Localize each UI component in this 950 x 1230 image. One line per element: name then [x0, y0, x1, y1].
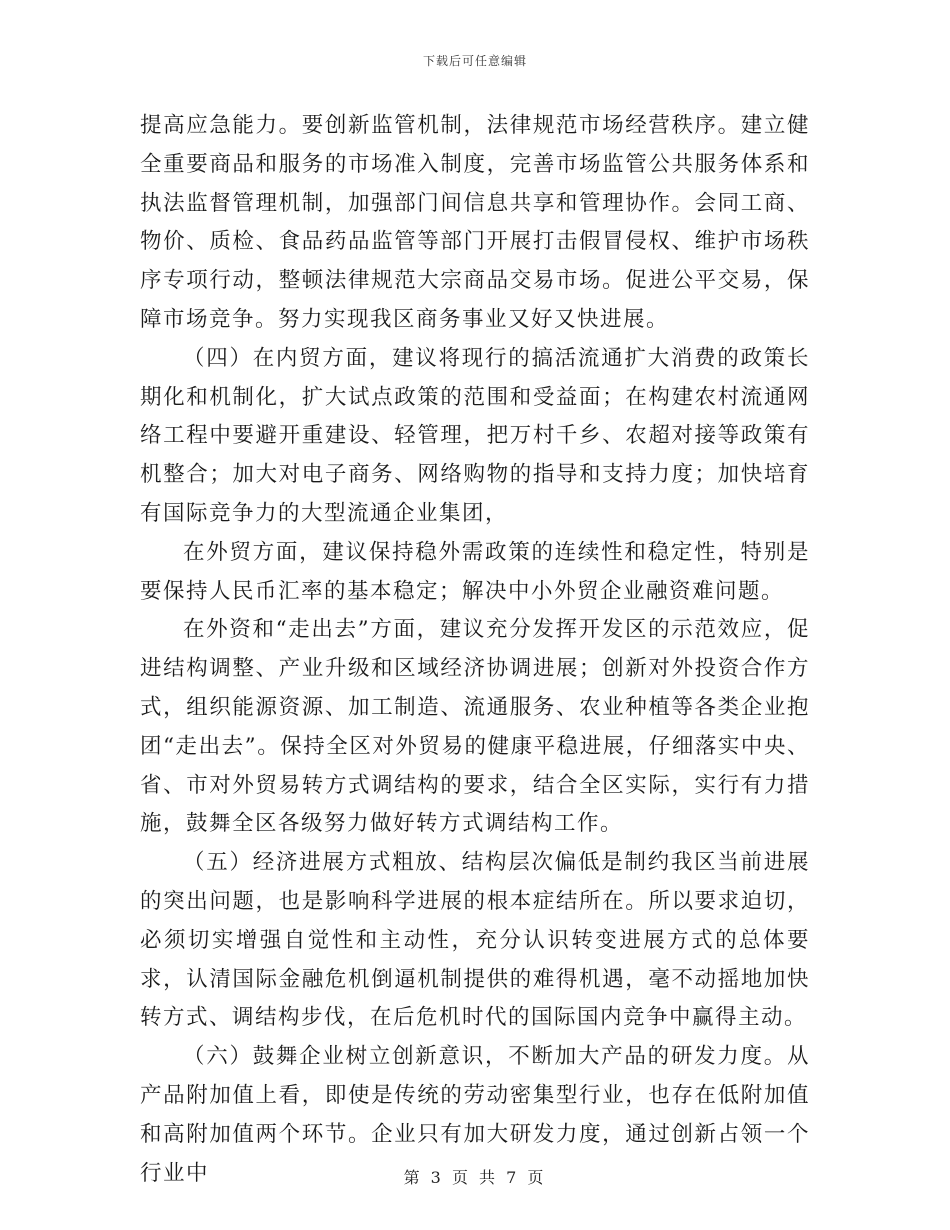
paragraph-5: （五）经济进展方式粗放、结构层次偏低是制约我区当前进展的突出问题，也是影响科学进展的根本症结所在。所以要求迫切，必须切实增强自觉性和主动性，充分认识转变进展方式的总体要求，认清国际金融危机倒逼机制提供的难得机遇，毫不动摇地加快转方式、调结构步伐，在后危机时代的国际国内竞争中赢得主动。	[140, 850, 810, 1031]
document-body	[140, 107, 810, 1193]
page-header: 下载后可任意编辑	[422, 54, 527, 68]
page-number-footer: 第 3 页 共 7 页	[403, 1168, 547, 1187]
paragraph-2: （四）在内贸方面，建议将现行的搞活流通扩大消费的政策长期化和机制化，扩大试点政策的范围和受益面；在构建农村流通网络工程中要避开重建设、轻管理，把万村千乡、农超对接等政策有机整合；加大对电子商务、网络购物的指导和支持力度；加快培育有国际竞争力的大型流通企业集团，	[140, 345, 810, 526]
paragraph-6: （六）鼓舞企业树立创新意识，不断加大产品的研发力度。从产品附加值上看，即使是传统的劳动密集型行业，也存在低附加值和高附加值两个环节。企业只有加大研发力度，通过创新占领一个行业中	[140, 1044, 810, 1186]
paragraph-3: 在外贸方面，建议保持稳外需政策的连续性和稳定性，特别是要保持人民币汇率的基本稳定；解决中小外贸企业融资难问题。	[140, 539, 810, 604]
paragraph-1: 提高应急能力。要创新监管机制，法律规范市场经营秩序。建立健全重要商品和服务的市场准入制度，完善市场监管公共服务体系和执法监督管理机制，加强部门间信息共享和管理协作。会同工商、物价、质检、食品药品监管等部门开展打击假冒侵权、维护市场秩序专项行动，整顿法律规范大宗商品交易市场。促进公平交易，保障市场竞争。努力实现我区商务事业又好又快进展。	[140, 113, 810, 332]
paragraph-4: 在外资和“走出去”方面，建议充分发挥开发区的示范效应，促进结构调整、产业升级和区域经济协调进展；创新对外投资合作方式，组织能源资源、加工制造、流通服务、农业种植等各类企业抱团“走出去”。保持全区对外贸易的健康平稳进展，仔细落实中央、省、市对外贸易转方式调结构的要求，结合全区实际，实行有力措施，鼓舞全区各级努力做好转方式调结构工作。	[140, 617, 810, 837]
